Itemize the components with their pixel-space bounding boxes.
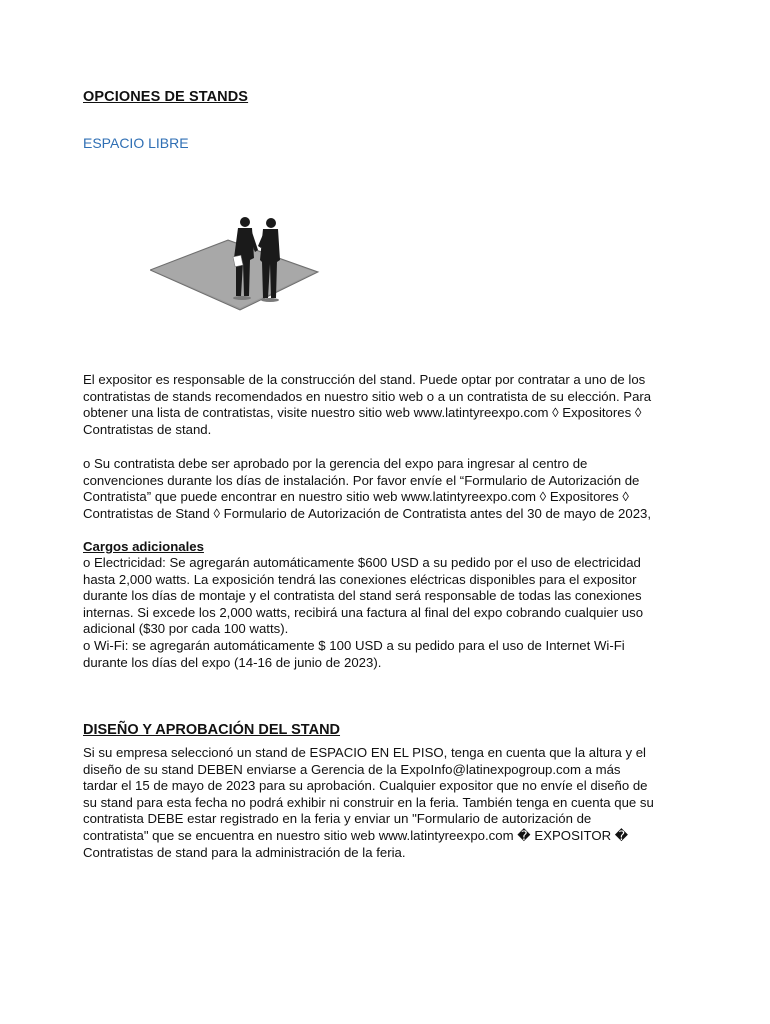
paragraph-contractor-approval: o Su contratista debe ser aprobado por la gerencia del expo para ingresar al centro de convenciones durante los días de instalación. Por favor envíe el “Formulario de Autorización de Contratista” que puede encontrar en nuestro sitio web www.latintyreexpo.com ◊ Expositores ◊ Contratistas de Stand ◊ Formulario de Autorización de Contratista antes del 30 de mayo de 2023, bbox=[83, 456, 652, 521]
paragraph-design-approval: Si su empresa seleccionó un stand de ESPACIO EN EL PISO, tenga en cuenta que la altura y el diseño de su stand DEBEN enviarse a Gerencia de la ExpoInfo@latinexpogroup.com a más tardar el 15 de mayo de 2023 para su aprobación. Cualquier expositor que no envíe el diseño de su stand para esta fecha no podrá exhibir ni construir en la feria. También tenga en cuenta que su contratista DEBE estar registrado en la feria y enviar un "Formulario de autorización de contratista" que se encuentra en nuestro sitio web www.latintyreexpo.com � EXPOSITOR � Contratistas de stand para la administración de la feria. bbox=[83, 745, 654, 860]
subheading-additional-charges: Cargos adicionales bbox=[83, 539, 204, 554]
paragraph-exhibitor-responsibility: El expositor es responsable de la construcción del stand. Puede optar por contratar a uno de los contratistas de stands recomendados en nuestro sitio web o a un contratista de su elección. Para obtener una lista de contratistas, visite nuestro sitio web www.latintyreexpo.com ◊ Expositores ◊ Contratistas de stand. bbox=[83, 372, 652, 437]
heading-free-space: ESPACIO LIBRE bbox=[83, 135, 189, 151]
heading-design-approval: DISEÑO Y APROBACIÓN DEL STAND bbox=[83, 722, 341, 738]
heading-stand-options: OPCIONES DE STANDS bbox=[83, 89, 249, 105]
paragraph-additional-charges: o Electricidad: Se agregarán automáticamente $600 USD a su pedido por el uso de electricidad hasta 2,000 watts. La exposición tendrá las conexiones eléctricas disponibles para el expositor durante los días de montaje y el contratista del stand será responsable de todas las conexiones internas. Si excede los 2,000 watts, recibirá una factura al final del expo cobrando cualquier uso adicional ($30 por cada 100 watts). o Wi-Fi: se agregarán automáticamente $ 100 USD a su pedido para el uso de Internet Wi-Fi durante los días del expo (14-16 de junio de 2023). bbox=[83, 555, 644, 670]
two-businessmen-on-floor-space-icon bbox=[150, 210, 320, 320]
